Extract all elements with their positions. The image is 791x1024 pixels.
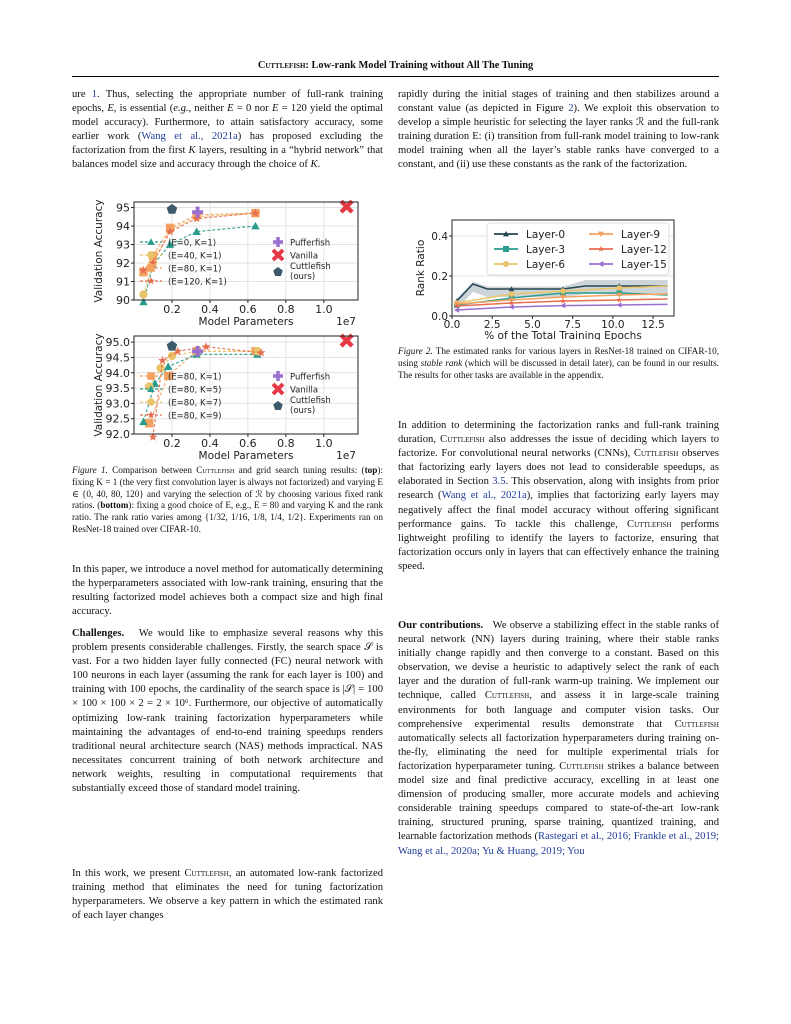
x-axis-label: Model Parameters xyxy=(198,450,294,462)
x-axis-label: % of the Total Training Epochs xyxy=(484,330,642,340)
citation-link[interactable]: Wang et al., 2021a xyxy=(141,131,238,143)
chart-text: 0.0 xyxy=(443,319,461,331)
text: and grid search tuning results: ( xyxy=(234,465,365,475)
pufferfish-legend-icon xyxy=(273,237,283,247)
text: (which will be discussed in detail later), can be found in our results. The results for other tasks are available in the appendix. xyxy=(398,357,719,380)
chart-legend xyxy=(140,371,331,422)
square-marker-icon xyxy=(147,264,155,272)
running-head xyxy=(72,60,719,71)
challenges-paragraph xyxy=(72,627,383,796)
legend-label: (E=80, K=7) xyxy=(168,398,222,409)
x-offset-label: 1e7 xyxy=(336,450,356,462)
legend-label: Pufferfish xyxy=(290,238,331,249)
legend-label: Vanilla xyxy=(290,385,319,396)
chart-text: 0.8 xyxy=(277,437,295,450)
chart-svg xyxy=(412,216,682,340)
text: strikes a balance between model size and final predictive accuracy, excelling in at least one dimension of producing smaller, more accurate models and achieving considerable training speedups compared to state-of-the-art low-rank training, structured pruning, sparse training, quantized training, and learnable factorization methods ( xyxy=(398,760,719,843)
left-para-2 xyxy=(72,563,383,619)
y-axis-label: Validation Accuracy xyxy=(93,333,105,437)
legend-label: (E=80, K=9) xyxy=(168,411,222,422)
text: . This observation, along with insights from prior research ( xyxy=(398,476,719,502)
x-offset-label: 1e7 xyxy=(336,316,356,328)
chart-text: 95.0 xyxy=(105,336,130,350)
text: Cuttlefish xyxy=(184,868,229,879)
triangle-marker-icon xyxy=(147,238,155,245)
caption-label: Figure 1. xyxy=(72,465,108,475)
chart-legend xyxy=(487,223,669,275)
star-marker-icon xyxy=(202,342,211,350)
chart-text: 93 xyxy=(116,238,130,252)
circle-marker-icon xyxy=(139,290,147,298)
text: bottom xyxy=(100,500,129,511)
chart-text: 94.5 xyxy=(105,351,130,365)
contributions-heading: Our contributions. xyxy=(398,620,484,631)
legend-label: Cuttlefish xyxy=(290,262,331,272)
legend-label: Vanilla xyxy=(290,251,319,262)
chart-text: 0.8 xyxy=(277,303,295,316)
chart-text: 0.6 xyxy=(239,303,257,316)
text: , neither xyxy=(188,103,228,115)
cuttlefish-legend-icon xyxy=(273,267,283,276)
figure-2-chart xyxy=(412,216,682,340)
text: automatically selects all factorization hyperparameters during training on-the-fly, eliminating the need for multiple experimental trials for factorization hyperparameter tuning. xyxy=(398,732,719,772)
text: In this paper, we introduce a novel method for automatically determining the hyperparameters associated with low-rank training, ensuring that the resulting factorized model achieves both a compact size and high final accuracy. xyxy=(72,564,383,618)
legend-label: (E=80, K=1) xyxy=(168,372,222,383)
legend-label: (E=40, K=1) xyxy=(168,251,222,262)
circle-marker-icon xyxy=(147,251,155,259)
chart-text: 0.2 xyxy=(431,271,448,283)
legend-label: Layer-3 xyxy=(526,244,566,256)
chart-text: 93.0 xyxy=(105,397,130,411)
text: nor xyxy=(251,103,272,115)
y-axis-label: Rank Ratio xyxy=(415,239,427,297)
text: , is essential ( xyxy=(113,103,174,115)
legend-label: (ours) xyxy=(290,406,316,416)
text: Cuttlefish xyxy=(674,718,719,730)
text: top xyxy=(364,465,378,475)
chart-text: 10.0 xyxy=(601,319,625,331)
text: Comparison between xyxy=(107,465,197,475)
chart-text: 2.5 xyxy=(483,319,501,331)
triangle-marker-icon xyxy=(164,362,172,370)
circle-marker-icon xyxy=(560,288,566,294)
text: also addresses the issue of deciding which layers to factorize. For convolutional neural networks (CNNs), xyxy=(398,434,719,460)
chart-svg xyxy=(72,332,372,462)
square-marker-icon xyxy=(147,372,155,380)
text: We observe a stabilizing effect in the stable ranks of neural network (NN) layers during training, where their stable ranks initially change rapidly and then converge to a constant. Based on this observation, we devise a heuristic to adaptively select the rank of each layer and the duration of full-rank warm-up training. We implement our technique, called xyxy=(398,620,719,702)
legend-label: (E=80, K=1) xyxy=(168,264,222,275)
chart-text: 92 xyxy=(116,257,130,271)
text: ). We exploit this observation to develop a simple heuristic for selecting the layer ranks ℛ and the full-rank training duration E: (i) transition from full-rank model training to low-rank model training when all the layer’s stable ranks have converged to a constant, and (ii) use these constants as the rank of the factorization. xyxy=(398,103,719,171)
circle-marker-icon xyxy=(147,398,155,406)
chart-text: 93.5 xyxy=(105,382,130,396)
tri-left-marker-icon xyxy=(560,303,565,309)
circle-marker-icon xyxy=(503,261,509,267)
chart-text: 94 xyxy=(116,220,130,234)
triangle-marker-icon xyxy=(139,298,147,306)
star-marker-icon xyxy=(560,298,566,304)
text: , and assess it in large-scale training environments for both language and computer vision tasks. Our comprehensive experimental results demonstrate that xyxy=(398,690,719,730)
text: In addition to determining the factorization ranks and full-rank training duration, xyxy=(398,420,719,446)
section-link[interactable]: 3.5 xyxy=(492,476,506,488)
chart-text: 91 xyxy=(116,275,130,289)
text: In this work, we present xyxy=(72,868,185,879)
vanilla-marker-icon xyxy=(341,335,352,346)
figure-1-link[interactable]: 1 xyxy=(91,89,98,100)
right-para-2 xyxy=(398,419,719,574)
text: observes that factorizing early layers does not lead to considerable speedups, as elaborated in Section xyxy=(398,448,720,488)
tri-left-marker-icon xyxy=(454,307,459,313)
legend-label: (E=120, K=1) xyxy=(168,277,227,288)
running-head-title-sc: Cuttlefish xyxy=(257,60,306,71)
legend-label: Cuttlefish xyxy=(290,396,331,406)
tri-left-marker-icon xyxy=(509,304,514,310)
cuttlefish-legend-icon xyxy=(273,401,283,410)
legend-label: (E=0, K=1) xyxy=(168,238,217,249)
legend-label: Layer-6 xyxy=(526,259,566,271)
header-rule xyxy=(72,76,719,77)
left-para-1: ure 1. Thus, selecting the appropriate number of full-rank training epochs, E, is essential (e.g., neither E = 0 nor E = 120 yield the optimal model accuracy). Furthermore, to attain satisfactory accuracy, some earlier work (Wang et al., 2021a) has proposed excluding the factorization from the first K layers, resulting in a “hybrid network” that balances model size and accuracy through the choice of K. xyxy=(72,89,384,171)
chart-text: 7.5 xyxy=(564,319,582,331)
vanilla-legend-icon xyxy=(273,384,283,394)
legend-label: Layer-0 xyxy=(526,229,566,241)
chart-text: 0.4 xyxy=(431,231,448,243)
star-marker-icon xyxy=(616,297,622,303)
contributions-paragraph xyxy=(398,619,719,859)
text: Cuttlefish xyxy=(484,690,530,702)
vanilla-legend-icon xyxy=(273,250,283,260)
text: rapidly during the initial stages of training and then stabilizes around a constant value (as depicted in Figure xyxy=(398,89,719,115)
text: ), implies that factorizing early layers may negatively affect the final model accuracy without offering significant performance gains. To tackle this challenge, xyxy=(398,490,720,530)
text: . xyxy=(317,159,321,171)
chart-text: 0.0 xyxy=(431,311,448,323)
figure-2-link[interactable]: 2 xyxy=(568,103,574,115)
chart-text: 0.4 xyxy=(201,303,219,316)
text: Cuttlefish xyxy=(633,448,679,460)
left-para-4 xyxy=(72,867,383,923)
text: Cuttlefish xyxy=(196,465,235,475)
legend-label: Pufferfish xyxy=(290,372,331,383)
text: yield the optimal model accuracy). Furthermore, to attain satisfactory accuracy, some earlier work ( xyxy=(72,103,384,143)
square-marker-icon xyxy=(503,246,509,252)
figure-1-caption xyxy=(72,465,383,536)
text: Cuttlefish xyxy=(440,434,485,446)
citation-link[interactable]: Wang et al., 2021a xyxy=(441,490,527,502)
circle-marker-icon xyxy=(156,364,164,372)
chart-text: 0.4 xyxy=(201,437,219,450)
legend-label: (E=80, K=5) xyxy=(168,385,222,396)
figure-1-bottom-chart xyxy=(72,332,372,462)
legend-label: (ours) xyxy=(290,272,316,282)
text: performs lightweight profiling to identify the layers to factorize, ensuring that factorization occurs only in layers that can effectively enhance the training speed. xyxy=(398,518,720,572)
text: , an automated low-rank factorized training method that eliminates the need for tuning factorization hyperparameters. We observe a key pattern in which the estimated rank of each layer changes xyxy=(72,868,383,922)
chart-text: 5.0 xyxy=(524,319,541,331)
chart-text: 12.5 xyxy=(641,319,665,331)
cuttlefish-marker-icon xyxy=(167,204,178,214)
text: Cuttlefish xyxy=(559,760,604,772)
chart-svg xyxy=(72,196,372,332)
figure-2-caption xyxy=(398,346,719,381)
chart-text: 92.0 xyxy=(105,428,130,441)
chart-text: 1.0 xyxy=(315,437,333,450)
text: layers, resulting in a “hybrid network” that balances model size and accuracy through the choice of xyxy=(72,145,383,171)
legend-label: Layer-9 xyxy=(621,229,661,241)
running-head-title: : Low-rank Model Training without All The Tuning xyxy=(305,60,534,71)
challenges-heading: Challenges. xyxy=(72,628,125,639)
chart-text: 0.6 xyxy=(239,437,257,450)
chart-text: 0.2 xyxy=(163,303,181,316)
chart-text: 0.2 xyxy=(163,437,181,450)
series--e-80-k-7- xyxy=(145,347,262,391)
figure-1-top-chart xyxy=(72,196,372,332)
chart-text: 95 xyxy=(116,201,130,215)
text: stable rank xyxy=(420,357,463,368)
text: ure xyxy=(72,89,92,100)
caption-label: Figure 2. xyxy=(398,346,433,356)
circle-marker-icon xyxy=(617,285,623,291)
text: ) has proposed excluding the factorization from the first xyxy=(72,131,383,157)
text: ): fixing a good choice of E, e.g., E = 80 and varying K and the rank ratio. The rank ratio varies among {1/32, 1/16, 1/8, 1/4, 1/2}. Experiments ran on ResNet-18 trained over CIFAR-10. xyxy=(72,500,383,534)
chart-text: 1.0 xyxy=(315,303,333,316)
chart-text: 92.5 xyxy=(105,412,130,426)
vanilla-marker-icon xyxy=(341,201,352,212)
legend-label: Layer-15 xyxy=(621,259,667,271)
chart-text: 90 xyxy=(116,294,130,307)
chart-text: 94.0 xyxy=(105,366,130,380)
text: Cuttlefish xyxy=(627,518,672,530)
text: e.g. xyxy=(173,103,189,115)
legend-label: Layer-12 xyxy=(621,244,667,256)
text: We would like to emphasize several reasons why this problem presents considerable challenges. Firstly, the search space 𝒮 is vast. For a two hidden layer fully connected (FC) neural network with 100 neurons in each layer (assuming the rank for each layer is 100) and training with 100 epochs, the cardinality of the search space is |𝒮| = 100 × 100 × 100 × 2 = 2 × 10⁶. Furthermore, our objective of automatically optimizing low-rank training factorization hyperparameters while maintaining the advantages of end-to-end training speedups renders traditional neural architecture search (NAS) methods impractical. NAS necessitates concurrent training of both network architecture and network weights, resulting in computational requirements that substantially exceed those of standard model training. xyxy=(72,628,383,795)
tri-left-marker-icon xyxy=(617,302,622,308)
circle-marker-icon xyxy=(509,291,515,297)
text: . Thus, selecting the appropriate number of full-rank training epochs, xyxy=(72,89,383,115)
x-axis-label: Model Parameters xyxy=(198,316,294,328)
y-axis-label: Validation Accuracy xyxy=(93,199,105,303)
text: The estimated ranks for various layers in ResNet-18 trained on CIFAR-10, using xyxy=(398,346,719,368)
citation-link[interactable]: Rastegari et al., 2016; Frankle et al., 2019; Wang et al., 2020a; Yu & Huang, 2019; You xyxy=(398,831,719,857)
text: ): fixing K = 1 (the very first convolution layer is always not factorized) and varying E ∈ {0, 40, 80, 120} and varying the selection of ℛ by choosing various fixed rank ratios. ( xyxy=(72,465,384,511)
right-para-1 xyxy=(398,88,719,173)
